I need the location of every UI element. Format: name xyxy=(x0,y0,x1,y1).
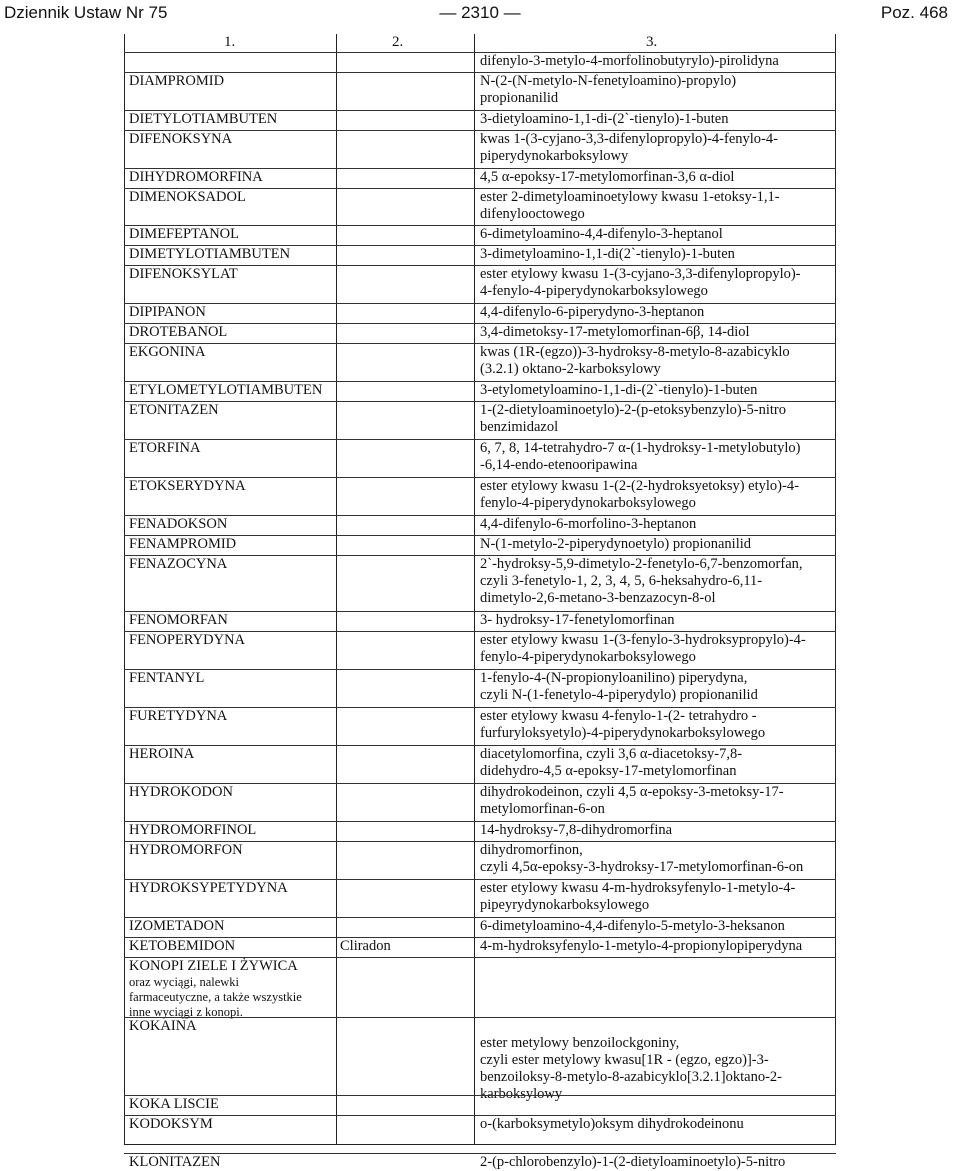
substance-name-text: HEROINA xyxy=(129,746,195,762)
column-number-1: 1. xyxy=(224,34,236,50)
chemical-name-line: metylomorfinan-6-on xyxy=(480,801,605,817)
substance-name-text: DIMEFEPTANOL xyxy=(129,226,240,242)
table-row xyxy=(124,168,836,185)
column-number-2: 2. xyxy=(392,34,404,50)
chemical-name-line: pipeyrydynokarboksylowego xyxy=(480,897,650,913)
chemical-name-line: 3,4-dimetoksy-17-metylomorfinan-6β, 14-diol xyxy=(480,324,750,340)
chemical-name-line: propionanilid xyxy=(480,90,559,106)
substance-name xyxy=(129,73,332,90)
substance-note-line: inne wyciągi z konopi. xyxy=(129,1005,243,1019)
substances-table xyxy=(124,34,836,1170)
substance-name xyxy=(129,842,332,859)
substance-name xyxy=(129,612,332,629)
chemical-name xyxy=(480,440,833,474)
substance-name-text: FENAZOCYNA xyxy=(129,556,228,572)
chemical-name xyxy=(480,131,833,165)
substance-name-text: ETYLOMETYLOTIAMBUTEN xyxy=(129,382,323,398)
table-row xyxy=(124,707,836,741)
chemical-name xyxy=(480,632,833,666)
substance-name-text: DROTEBANOL xyxy=(129,324,228,340)
chemical-name xyxy=(480,344,833,378)
chemical-name xyxy=(480,324,833,341)
chemical-name xyxy=(480,708,833,742)
substance-name-text: HYDROMORFINOL xyxy=(129,822,257,838)
chemical-name xyxy=(480,880,833,914)
substance-name-text: FENAMPROMID xyxy=(129,536,237,552)
chemical-name-line: dihydrokodeinon, czyli 4,5 α-epoksy-3-metoksy-17- xyxy=(480,784,784,800)
table-row xyxy=(124,401,836,435)
chemical-name xyxy=(480,1018,833,1103)
position-number: Poz. 468 xyxy=(880,3,948,22)
table-row xyxy=(124,937,836,954)
table-row xyxy=(124,343,836,377)
substance-name xyxy=(129,402,332,419)
substance-name-text: KETOBEMIDON xyxy=(129,938,236,954)
chemical-name xyxy=(480,53,833,70)
table-row xyxy=(124,130,836,164)
table-row xyxy=(124,1095,836,1112)
substance-name-text: KOKA LISCIE xyxy=(129,1096,219,1112)
substance-name-text: DIFENOKSYLAT xyxy=(129,266,238,282)
chemical-name-line: fenylo-4-piperydynokarboksylowego xyxy=(480,649,696,665)
chemical-name-line: ester etylowy kwasu 1-(3-fenylo-3-hydroksypropylo)-4- xyxy=(480,632,806,648)
table-row xyxy=(124,477,836,511)
chemical-name-line: 3- hydroksy-17-fenetylomorfinan xyxy=(480,612,675,628)
chemical-name-line: czyli 4,5α-epoksy-3-hydroksy-17-metylomorfinan-6-on xyxy=(480,859,804,875)
substance-name-text: EKGONINA xyxy=(129,344,206,360)
chemical-name-line: kwas 1-(3-cyjano-3,3-difenylopropylo)-4-fenylo-4- xyxy=(480,131,778,147)
substance-name xyxy=(129,938,332,955)
page-number: — 2310 — xyxy=(439,3,521,22)
journal-title: Dziennik Ustaw Nr 75 xyxy=(4,3,168,22)
substance-name-text: ETORFINA xyxy=(129,440,201,456)
substance-name-text: FENOMORFAN xyxy=(129,612,228,628)
chemical-name-line: 6-dimetyloamino-4,4-difenylo-3-heptanol xyxy=(480,226,723,242)
chemical-name xyxy=(480,918,833,935)
substance-name xyxy=(129,556,332,573)
substance-name xyxy=(129,324,332,341)
chemical-name-line: ester etylowy kwasu 4-fenylo-1-(2- tetrahydro - xyxy=(480,708,757,724)
chemical-name-line: 14-hydroksy-7,8-dihydromorfina xyxy=(480,822,673,838)
table-row xyxy=(124,957,836,1019)
table-row xyxy=(124,381,836,398)
chemical-name xyxy=(480,478,833,512)
chemical-name xyxy=(480,670,833,704)
substance-note-line: farmaceutyczne, a także wszystkie xyxy=(129,990,302,1004)
chemical-name xyxy=(480,402,833,436)
chemical-name-line: o-(karboksymetylo)oksym dihydrokodeinonu xyxy=(480,1116,744,1132)
substance-name-text: HYDROMORFON xyxy=(129,842,243,858)
table-row xyxy=(124,188,836,222)
chemical-name-line: N-(1-metylo-2-piperydynoetylo) propionanilid xyxy=(480,536,752,552)
chemical-name xyxy=(480,938,833,955)
trade-name: Cliradon xyxy=(340,938,391,954)
column-number-3: 3. xyxy=(646,34,658,50)
substance-name-text: DIPIPANON xyxy=(129,304,206,320)
substance-name xyxy=(129,344,332,361)
substance-name-text: HYDROKSYPETYDYNA xyxy=(129,880,288,896)
chemical-name-line: 6-dimetyloamino-4,4-difenylo-5-metylo-3-heksanon xyxy=(480,918,785,934)
table-row xyxy=(124,323,836,340)
substance-name xyxy=(129,246,332,263)
chemical-name-line: 1-(2-dietyloaminoetylo)-2-(p-etoksybenzylo)-5-nitro xyxy=(480,402,787,418)
table-row xyxy=(124,225,836,242)
substance-name xyxy=(129,632,332,649)
chemical-name-line: 4,4-difenylo-6-piperydyno-3-heptanon xyxy=(480,304,705,320)
chemical-name xyxy=(480,226,833,243)
chemical-name xyxy=(480,246,833,263)
chemical-name-line: 4-fenylo-4-piperydynokarboksylowego xyxy=(480,283,708,299)
chemical-name xyxy=(480,266,833,300)
substance-name-text: DIHYDROMORFINA xyxy=(129,169,263,185)
substance-name xyxy=(129,226,332,243)
chemical-name-line: ester etylowy kwasu 1-(3-cyjano-3,3-difenylopropylo)- xyxy=(480,266,801,282)
chemical-name-line: (3.2.1) oktano-2-karboksylowy xyxy=(480,361,661,377)
chemical-name xyxy=(480,842,833,876)
chemical-name-line: furfuryloksyetylo)-4-piperydynokarboksylowego xyxy=(480,725,766,741)
chemical-name-line: difenylo-3-metylo-4-morfolinobutyrylo)-pirolidyna xyxy=(480,53,779,69)
substance-name xyxy=(129,478,332,495)
table-row xyxy=(124,72,836,106)
column-divider xyxy=(474,34,475,1145)
chemical-name-line: czyli 3-fenetylo-1, 2, 3, 4, 5, 6-heksahydro-6,11- xyxy=(480,573,763,589)
substance-name xyxy=(129,440,332,457)
table-row xyxy=(124,1017,836,1102)
chemical-name-line: 3-dimetyloamino-1,1-di(2`-tienylo)-1-buten xyxy=(480,246,735,262)
substance-name-text: DIMETYLOTIAMBUTEN xyxy=(129,246,291,262)
chemical-name-line: 4,5 α-epoksy-17-metylomorfinan-3,6 α-diol xyxy=(480,169,735,185)
substance-name xyxy=(129,1018,332,1035)
chemical-name-line: benzimidazol xyxy=(480,419,559,435)
chemical-name-line: diacetylomorfina, czyli 3,6 α-diacetoksy-7,8- xyxy=(480,746,743,762)
table-row xyxy=(124,841,836,875)
table-row xyxy=(124,745,836,779)
substance-name xyxy=(129,784,332,801)
substance-name xyxy=(129,958,332,1020)
substance-name xyxy=(129,536,332,553)
chemical-name xyxy=(480,73,833,107)
chemical-name-line: czyli N-(1-fenetylo-4-piperydylo) propionanilid xyxy=(480,687,758,703)
chemical-name-line: 4,4-difenylo-6-morfolino-3-heptanon xyxy=(480,516,697,532)
chemical-name-line: ester metylowy benzoilockgoniny, xyxy=(480,1035,680,1051)
substance-name xyxy=(129,131,332,148)
table-row xyxy=(124,439,836,473)
substance-name xyxy=(129,1096,332,1113)
chemical-name-line: dimetylo-2,6-metano-3-benzazocyn-8-ol xyxy=(480,590,716,606)
table-row xyxy=(124,669,836,703)
chemical-name xyxy=(480,516,833,533)
chemical-name-line: kwas (1R-(egzo))-3-hydroksy-8-metylo-8-azabicyklo xyxy=(480,344,790,360)
chemical-name-line xyxy=(480,1018,833,1035)
substance-name-text: ETONITAZEN xyxy=(129,402,219,418)
table-row xyxy=(124,1153,836,1170)
substance-name-text: KOKAINA xyxy=(129,1018,197,1034)
chemical-name-line: didehydro-4,5 α-epoksy-17-metylomorfinan xyxy=(480,763,737,779)
table-row xyxy=(124,110,836,127)
substance-name xyxy=(129,516,332,533)
chemical-name xyxy=(480,1116,833,1133)
chemical-name-line: karboksylowy xyxy=(480,1086,563,1102)
chemical-name-line: N-(2-(N-metylo-N-fenetyloamino)-propylo) xyxy=(480,73,737,89)
table-row xyxy=(124,917,836,934)
table-row xyxy=(124,52,836,69)
table-row xyxy=(124,821,836,838)
substance-name-text: DIMENOKSADOL xyxy=(129,189,246,205)
substance-name-text: FENOPERYDYNA xyxy=(129,632,246,648)
chemical-name-line: ester etylowy kwasu 1-(2-(2-hydroksyetoksy) etylo)-4- xyxy=(480,478,799,494)
chemical-name-line: fenylo-4-piperydynokarboksylowego xyxy=(480,495,696,511)
table-row xyxy=(124,1115,836,1132)
chemical-name-line: benzoiloksy-8-metylo-8-azabicyklo[3.2.1]oktano-2- xyxy=(480,1069,782,1085)
table-row xyxy=(124,535,836,552)
table-row xyxy=(124,303,836,320)
chemical-name xyxy=(480,556,833,607)
table-row xyxy=(124,879,836,913)
substance-name-text: KONOPI ZIELE I ŻYWICA xyxy=(129,958,298,974)
substance-name-text: FENADOKSON xyxy=(129,516,228,532)
chemical-name xyxy=(480,189,833,223)
chemical-name xyxy=(480,822,833,839)
chemical-name xyxy=(480,169,833,186)
substance-note-line: oraz wyciągi, nalewki xyxy=(129,975,240,989)
chemical-name xyxy=(480,382,833,399)
chemical-name xyxy=(480,304,833,321)
substance-name-text: FENTANYL xyxy=(129,670,205,686)
chemical-name-line: -6,14-endo-etenooripawina xyxy=(480,457,638,473)
substance-name xyxy=(129,918,332,935)
table-row xyxy=(124,555,836,606)
chemical-name xyxy=(480,111,833,128)
chemical-name xyxy=(480,536,833,553)
substance-name-text: ETOKSERYDYNA xyxy=(129,478,246,494)
column-divider xyxy=(336,34,337,1145)
chemical-name xyxy=(480,612,833,629)
substance-name xyxy=(129,266,332,283)
chemical-name-line: 4-m-hydroksyfenylo-1-metylo-4-propionylopiperydyna xyxy=(480,938,803,954)
substance-name xyxy=(129,304,332,321)
substance-name-text: FURETYDYNA xyxy=(129,708,228,724)
chemical-name-line: 3-etylometyloamino-1,1-di-(2`-tienylo)-1-buten xyxy=(480,382,758,398)
substance-name xyxy=(129,111,332,128)
substance-name xyxy=(129,169,332,186)
substance-name-text: DIETYLOTIAMBUTEN xyxy=(129,111,278,127)
substance-name xyxy=(129,1154,332,1171)
chemical-name-line: 2`-hydroksy-5,9-dimetylo-2-fenetylo-6,7-benzomorfan, xyxy=(480,556,803,572)
chemical-name-line: dihydromorfinon, xyxy=(480,842,583,858)
substance-name xyxy=(129,822,332,839)
table-row xyxy=(124,515,836,532)
table-row xyxy=(124,783,836,817)
substance-name-text: DIFENOKSYNA xyxy=(129,131,233,147)
chemical-name-line: piperydynokarboksylowy xyxy=(480,148,629,164)
table-row xyxy=(124,265,836,299)
chemical-name-line: ester etylowy kwasu 4-m-hydroksyfenylo-1-metylo-4- xyxy=(480,880,796,896)
chemical-name-line: czyli ester metylowy kwasu[1R - (egzo, egzo)]-3- xyxy=(480,1052,769,1068)
substance-name-text: KODOKSYM xyxy=(129,1116,213,1132)
chemical-name-line: 2-(p-chlorobenzylo)-1-(2-dietyloaminoetylo)-5-nitro xyxy=(480,1154,786,1170)
substance-name xyxy=(129,708,332,725)
chemical-name-line: difenylooctowego xyxy=(480,206,585,222)
substance-name-text: KLONITAZEN xyxy=(129,1154,221,1170)
table-row xyxy=(124,245,836,262)
substance-name xyxy=(129,1116,332,1133)
substance-name xyxy=(129,746,332,763)
substance-name-text: IZOMETADON xyxy=(129,918,225,934)
chemical-name xyxy=(480,1154,833,1171)
substance-name xyxy=(129,880,332,897)
substance-name-text: HYDROKODON xyxy=(129,784,233,800)
chemical-name xyxy=(480,746,833,780)
chemical-name-line: 1-fenylo-4-(N-propionyloanilino) piperydyna, xyxy=(480,670,748,686)
substance-name xyxy=(129,382,332,399)
chemical-name-line: 3-dietyloamino-1,1-di-(2`-tienylo)-1-buten xyxy=(480,111,729,127)
chemical-name-line: ester 2-dimetyloaminoetylowy kwasu 1-etoksy-1,1- xyxy=(480,189,780,205)
substance-name-text: DIAMPROMID xyxy=(129,73,225,89)
substance-name xyxy=(129,189,332,206)
table-row xyxy=(124,631,836,665)
table-row xyxy=(124,611,836,628)
chemical-name-line: 6, 7, 8, 14-tetrahydro-7 α-(1-hydroksy-1-metylobutylo) xyxy=(480,440,801,456)
chemical-name xyxy=(480,784,833,818)
substance-name xyxy=(129,670,332,687)
